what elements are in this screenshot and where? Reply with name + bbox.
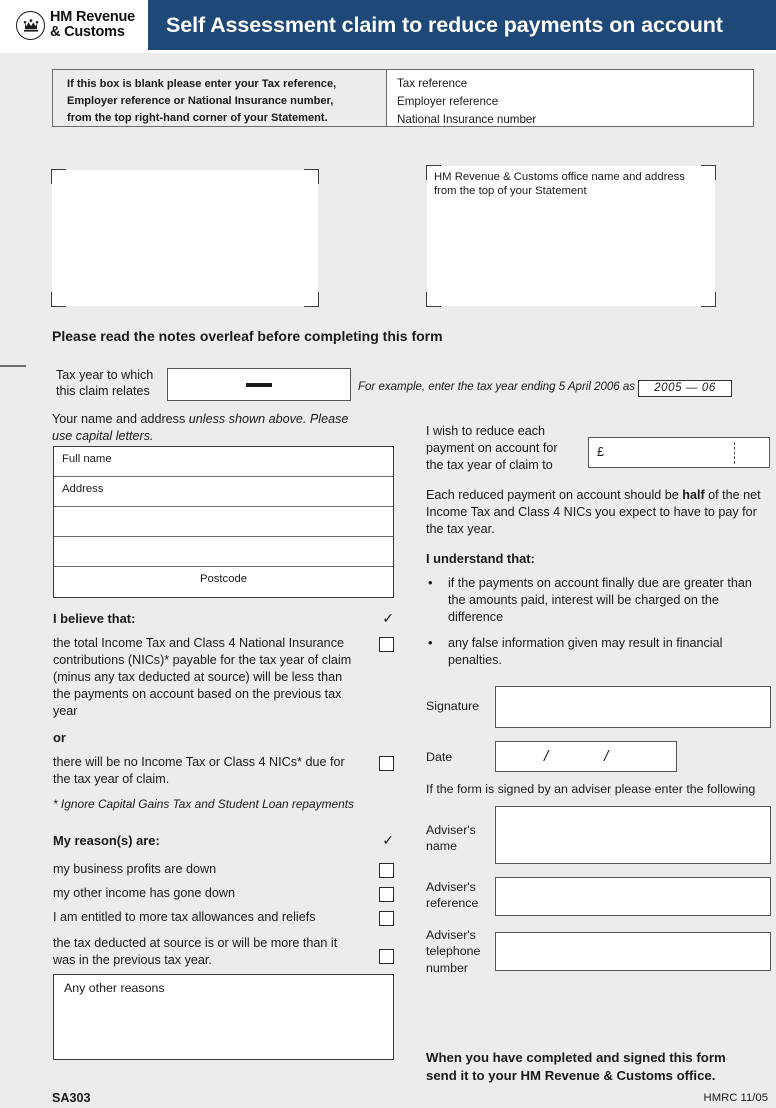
reason-item-4-checkbox[interactable] (379, 949, 394, 964)
understand-bullet-2: • any false information given may result in financial penalties. (426, 635, 772, 669)
believe-clause-1-text: the total Income Tax and Class 4 National Insurance contributions (NICs)* payable for the tax year of claim (minus any tax deducted at source) will be less than the payments on account based on the previous tax year (53, 636, 352, 718)
corner-mark-bottom-left (426, 292, 441, 307)
adviser-telephone-input[interactable] (495, 932, 771, 971)
believe-clause-2-checkbox[interactable] (379, 756, 394, 771)
hmrc-office-line2: from the top of your Statement (434, 185, 587, 198)
reasons-heading: My reason(s) are: (53, 833, 160, 848)
understand-heading: I understand that: (426, 551, 535, 566)
understand-section (426, 551, 772, 678)
hmrc-logo-text (50, 10, 135, 40)
date-input[interactable] (495, 741, 677, 772)
ni-number-label: National Insurance number (397, 112, 537, 126)
tax-year-example-text: For example, enter the tax year ending 5 April 2006 as (358, 381, 636, 393)
hmrc-office-panel-text (434, 170, 709, 199)
reference-instruction (53, 70, 387, 126)
adviser-reference-input[interactable] (495, 877, 771, 916)
corner-mark-bottom-left (51, 292, 66, 307)
form-code: SA303 (52, 1091, 91, 1105)
reduce-amount-input[interactable] (588, 437, 770, 468)
employer-reference-label: Employer reference (397, 94, 499, 108)
adviser-telephone-label-line1: Adviser's (426, 928, 476, 942)
believe-heading-row (53, 611, 394, 626)
hmrc-version-code: HMRC 11/05 (703, 1092, 768, 1104)
reference-instruction-line2: Employer reference or National Insurance number, (67, 94, 334, 107)
submission-instruction (426, 1049, 774, 1085)
half-payment-note-part2: of the net Income Tax and Class 4 NICs you expect to have to pay for the tax year. (426, 488, 761, 536)
believe-heading: I believe that: (53, 611, 136, 626)
understand-bullet-1: • if the payments on account finally due are greater than the amounts paid, interest will be charged on the difference (426, 575, 772, 626)
address-field-line1[interactable]: Address (54, 477, 393, 507)
reason-item-3-text: I am entitled to more tax allowances and reliefs (53, 910, 316, 924)
date-slash-1: / (544, 748, 549, 765)
understand-bullet-list (426, 575, 772, 669)
corner-mark-bottom-right (304, 292, 319, 307)
tax-year-input[interactable] (167, 368, 351, 401)
tax-year-label-line2: this claim relates (56, 384, 150, 399)
half-payment-note (426, 487, 772, 538)
name-address-intro-part1: Your name and address (52, 412, 189, 426)
reason-item-3-checkbox[interactable] (379, 911, 394, 926)
currency-symbol: £ (597, 445, 605, 459)
reasons-heading-row (53, 833, 394, 848)
tax-year-label-line1: Tax year to which (56, 368, 154, 382)
believe-footnote: * Ignore Capital Gains Tax and Student Loan repayments (53, 796, 354, 811)
crop-mark (0, 365, 26, 367)
adviser-name-label (426, 822, 476, 855)
signature-label: Signature (426, 699, 480, 713)
name-address-intro-italic: unless shown above. Please (188, 412, 349, 426)
believe-clause-1-checkbox[interactable] (379, 637, 394, 652)
address-field-line2[interactable] (54, 507, 393, 537)
check-column-tick-icon: ✓ (382, 832, 394, 848)
reference-instruction-line3: from the top right-hand corner of your Statement. (67, 111, 328, 124)
reason-item-4-text: the tax deducted at source is or will be more than it was in the previous tax year. (53, 936, 338, 967)
adviser-name-label-line2: name (426, 839, 457, 854)
notes-heading: Please read the notes overleaf before completing this form (52, 328, 443, 344)
full-name-field[interactable]: Full name (54, 447, 393, 477)
reference-strip (52, 69, 754, 127)
adviser-telephone-label (426, 927, 480, 976)
reason-item-2-checkbox[interactable] (379, 887, 394, 902)
believe-or-word: or (53, 729, 66, 745)
title-bar (148, 0, 776, 50)
reduce-payment-label-line1: I wish to reduce each (426, 424, 546, 438)
pence-separator (734, 442, 735, 464)
address-field-line3[interactable] (54, 537, 393, 567)
name-address-table (53, 446, 394, 598)
other-reasons-label: Any other reasons (64, 981, 165, 995)
believe-section (53, 611, 394, 811)
adviser-note: If the form is signed by an adviser please enter the following (426, 782, 756, 796)
page-header (0, 0, 776, 50)
name-address-intro (52, 411, 392, 444)
reference-instruction-line1: If this box is blank please enter your Tax reference, (67, 78, 337, 90)
taxpayer-address-panel[interactable] (52, 170, 318, 306)
date-label: Date (426, 750, 453, 764)
reason-item-1-text: my business profits are down (53, 862, 217, 876)
crown-icon (16, 11, 45, 40)
check-column-tick-icon: ✓ (382, 610, 394, 626)
believe-clause-2-text: there will be no Income Tax or Class 4 NICs* due for the tax year of claim. (53, 754, 345, 786)
reference-fields[interactable] (387, 70, 753, 126)
postcode-field[interactable]: Postcode (199, 573, 248, 585)
reason-item-4 (53, 935, 394, 969)
reason-item-3 (53, 909, 394, 926)
reduce-payment-label (426, 423, 596, 474)
reason-item-1-checkbox[interactable] (379, 863, 394, 878)
reason-item-2 (53, 885, 394, 902)
reason-item-1 (53, 861, 394, 878)
tax-reference-label: Tax reference (397, 77, 468, 90)
hmrc-logo (0, 0, 148, 50)
reduce-payment-label-line2: payment on account for (426, 440, 558, 455)
reduce-payment-label-line3: the tax year of claim to (426, 457, 553, 472)
reason-item-2-text: my other income has gone down (53, 886, 236, 900)
adviser-telephone-label-line2: telephone (426, 944, 481, 959)
other-reasons-field[interactable] (53, 974, 394, 1060)
submission-instruction-line2: send it to your HM Revenue & Customs office. (426, 1068, 716, 1084)
signature-input[interactable] (495, 686, 771, 728)
submission-instruction-line1: When you have completed and signed this form (426, 1050, 726, 1065)
hmrc-office-panel[interactable] (427, 166, 715, 306)
name-address-intro-italic2: use capital letters. (52, 428, 154, 443)
date-slash-2: / (604, 748, 609, 765)
adviser-name-label-line1: Adviser's (426, 823, 476, 837)
adviser-telephone-label-line3: number (426, 960, 469, 975)
corner-mark-top-left (51, 169, 66, 184)
tax-year-example-value: 2005 — 06 (638, 380, 732, 397)
corner-mark-top-right (304, 169, 319, 184)
hmrc-logo-line2: & Customs (50, 24, 125, 40)
half-payment-note-bold: half (682, 488, 705, 502)
believe-clause-1 (53, 635, 394, 720)
tax-year-dash-icon (246, 383, 272, 387)
adviser-name-input[interactable] (495, 806, 771, 864)
half-payment-note-part1: Each reduced payment on account should be (426, 488, 683, 502)
hmrc-logo-line1: HM Revenue (50, 9, 136, 26)
adviser-reference-label-line2: reference (426, 896, 479, 911)
reasons-section (53, 833, 394, 969)
header-divider (0, 50, 776, 53)
page-title: Self Assessment claim to reduce payments on account (166, 12, 723, 37)
corner-mark-bottom-right (701, 292, 716, 307)
believe-clause-2 (53, 754, 394, 788)
hmrc-office-line1: HM Revenue & Customs office name and address (434, 171, 685, 183)
adviser-reference-label-line1: Adviser's (426, 880, 476, 894)
tax-year-label (56, 367, 153, 399)
adviser-reference-label (426, 879, 478, 912)
